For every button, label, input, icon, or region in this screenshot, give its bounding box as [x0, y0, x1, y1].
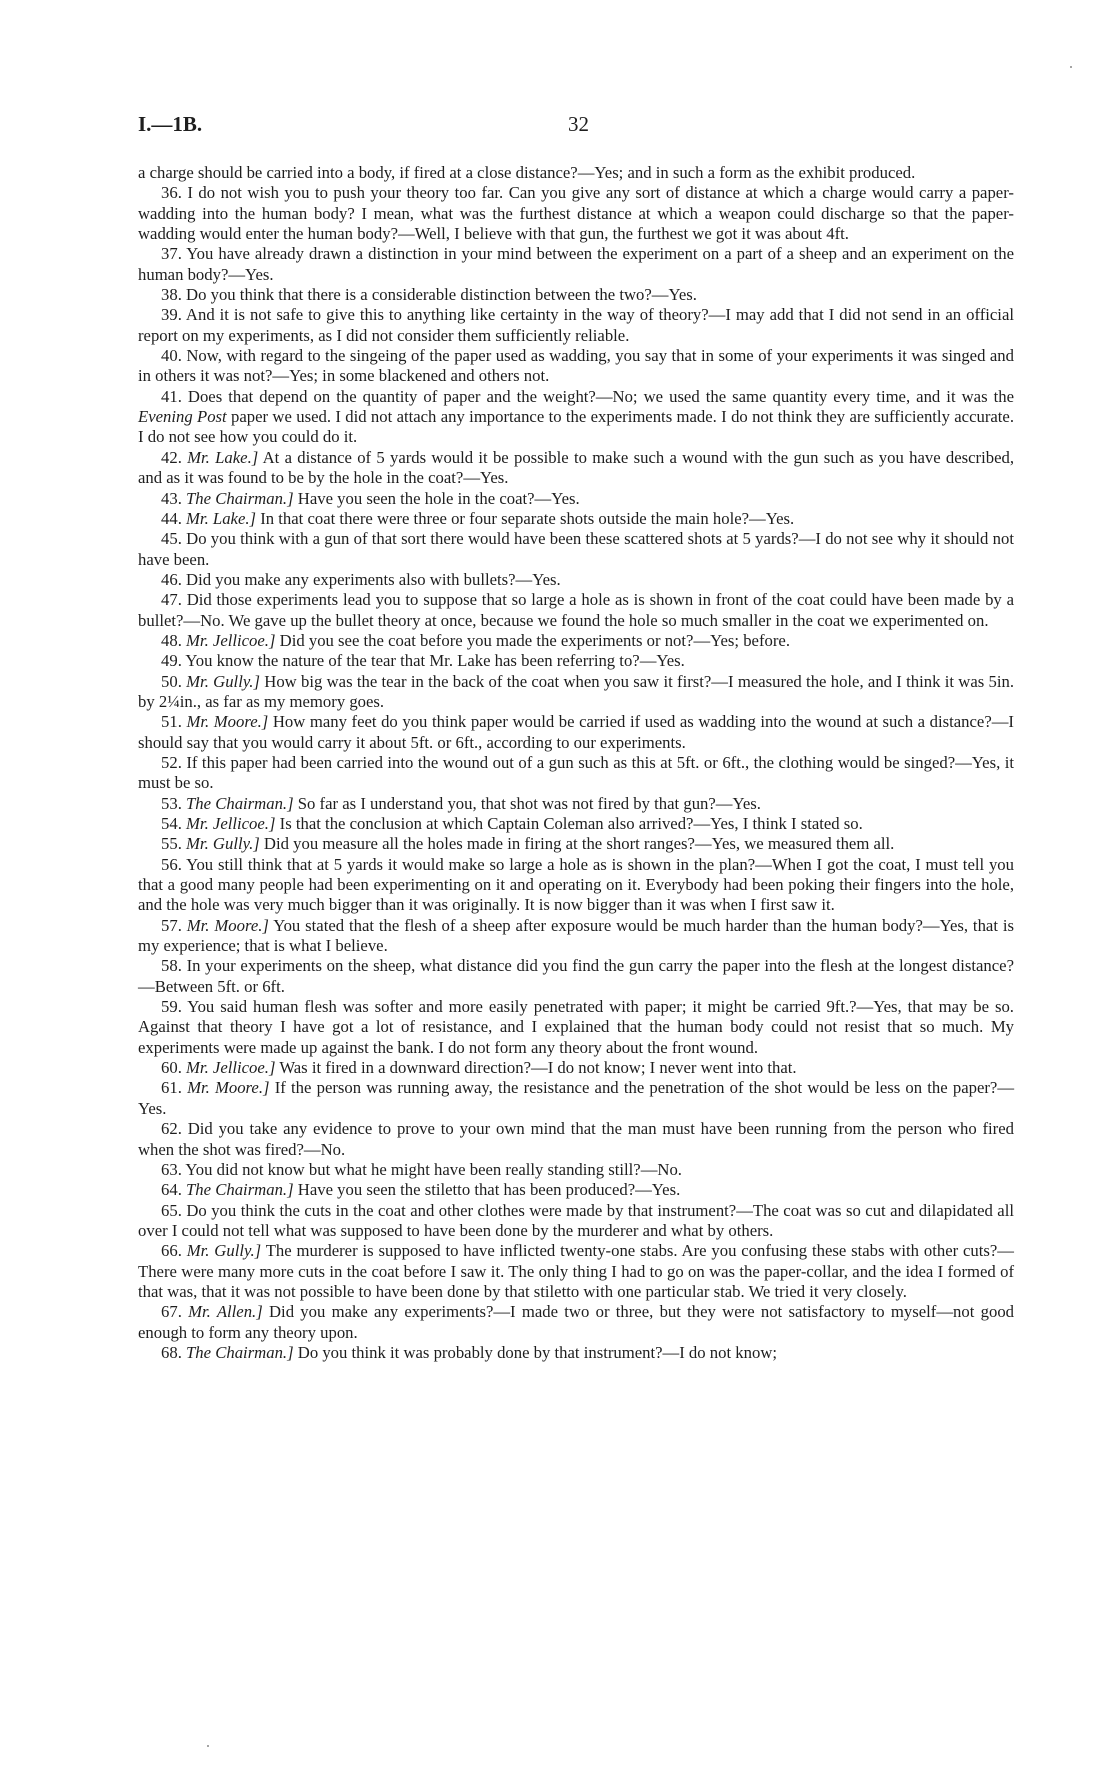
- question-answer-paragraph: [138, 529, 1014, 570]
- question-number: 56.: [161, 854, 182, 874]
- paragraph-text: Have you seen the hole in the coat?—Yes.: [297, 488, 580, 508]
- question-number: 48.: [161, 630, 182, 650]
- question-number: 44.: [161, 508, 182, 528]
- question-answer-paragraph: [138, 672, 1014, 713]
- speaker-name: Mr. Moore.]: [187, 1078, 270, 1098]
- question-answer-paragraph: [138, 794, 1014, 814]
- question-answer-paragraph: [138, 1201, 1014, 1242]
- question-number: 46.: [161, 569, 182, 589]
- question-answer-paragraph: [138, 1160, 1014, 1180]
- paragraph-text: Is that the conclusion at which Captain Coleman also arrived?—Yes, I think I stated so.: [279, 814, 863, 833]
- question-answer-paragraph: [138, 997, 1014, 1058]
- question-number: 37.: [161, 244, 182, 264]
- speaker-name: The Chairman.]: [186, 488, 294, 508]
- question-answer-paragraph: [138, 448, 1014, 489]
- question-answer-paragraph: [138, 956, 1014, 997]
- paragraph-text: If the person was running away, the resistance and the penetration of the shot would be less on the paper?—Yes.: [138, 1078, 1015, 1118]
- paragraph-text: a charge should be carried into a body, if fired at a close distance?—Yes; and in such a form as the exhibit produced.: [138, 163, 916, 182]
- paragraph-text: In your experiments on the sheep, what distance did you find the gun carry the paper into the flesh at the longest distance?—Between 5ft. or 6ft.: [138, 956, 1015, 996]
- question-answer-paragraph: [138, 855, 1014, 916]
- page-number: 32: [568, 112, 589, 136]
- paragraph-text: You still think that at 5 yards it would make so large a hole as is shown in the plan?—When I got the coat, I must tell you that a good many people had been experimenting on it and operating on it. Everybody had been poking their fingers into the hole, and the hole was very much bigger than it was originally. It is now bigger than it was when I first saw it.: [138, 854, 1014, 915]
- paragraph-text: In that coat there were three or four separate shots outside the main hole?—Yes.: [260, 508, 795, 528]
- question-number: 36.: [161, 183, 182, 203]
- question-number: 49.: [161, 651, 182, 671]
- paragraph-text: You know the nature of the tear that Mr. Lake has been referring to?—Yes.: [185, 651, 685, 671]
- question-number: 52.: [161, 752, 182, 772]
- question-answer-paragraph: [138, 1343, 1014, 1363]
- paragraph-text: Do you think it was probably done by that instrument?—I do not know;: [297, 1342, 778, 1362]
- question-number: 50.: [161, 671, 182, 691]
- paragraph-text: You said human flesh was softer and more easily penetrated with paper; it might be carried 9ft.?—Yes, that may be so. Against that theory I have got a lot of resistance, and I explained that the human body could not resist that so much. My experiments were made up against the bank. I do not form any theory about the front wound.: [138, 997, 1014, 1057]
- paragraph-text: You stated that the flesh of a sheep after exposure would be much harder than the human body?—Yes, that is my experience; that is what I believe.: [138, 915, 1014, 956]
- question-number: 41.: [161, 386, 182, 406]
- speaker-name: Mr. Gully.]: [186, 671, 260, 691]
- question-answer-paragraph: [138, 753, 1014, 794]
- paragraph-text: How big was the tear in the back of the coat when you saw it first?—I measured the hole, and I think it was 5in. by 2¼in., as far as my memory goes.: [138, 671, 1015, 711]
- question-number: 39.: [161, 305, 182, 325]
- question-answer-paragraph: [138, 814, 1014, 834]
- paragraph-text: Does that depend on the quantity of paper and the weight?—No; we used the same quantity every time, and it was the: [187, 386, 1015, 406]
- document-reference: I.—1B.: [138, 112, 203, 136]
- speaker-name: Mr. Gully.]: [186, 834, 260, 854]
- question-answer-paragraph: [138, 712, 1014, 753]
- paragraph-text: paper we used. I did not attach any importance to the experiments made. I do not think they are sufficiently accurate. I do not see how you could do it.: [138, 407, 1014, 447]
- scan-speck: [207, 1745, 209, 1747]
- scan-speck: [1070, 66, 1072, 68]
- paragraph-text: And it is not safe to give this to anything like certainty in the way of theory?—I may add that I did not send in an official report on my experiments, as I did not consider them sufficiently reliable.: [138, 305, 1014, 345]
- speaker-name: The Chairman.]: [186, 793, 294, 813]
- question-answer-paragraph: [138, 346, 1014, 387]
- question-number: 64.: [161, 1180, 182, 1200]
- question-answer-paragraph: [138, 1058, 1014, 1078]
- speaker-name: Mr. Jellicoe.]: [186, 814, 276, 833]
- paragraph-text: How many feet do you think paper would be carried if used as wadding into the wound at such a distance?—I should say that you would carry it about 5ft. or 6ft., according to our experiments.: [138, 712, 1014, 752]
- question-number: 60.: [161, 1058, 182, 1078]
- question-answer-paragraph: [138, 631, 1014, 651]
- question-number: 61.: [161, 1078, 182, 1098]
- speaker-name: The Chairman.]: [186, 1180, 294, 1200]
- paragraph-text: You have already drawn a distinction in your mind between the experiment on a part of a sheep and an experiment on the human body?—Yes.: [138, 244, 1014, 284]
- question-number: 68.: [161, 1342, 182, 1362]
- question-number: 58.: [161, 956, 182, 976]
- question-answer-paragraph: [138, 1119, 1014, 1160]
- question-number: 38.: [161, 285, 182, 305]
- question-answer-paragraph: [138, 590, 1014, 631]
- paragraph-text: Did you see the coat before you made the experiments or not?—Yes; before.: [279, 630, 791, 650]
- question-number: 54.: [161, 814, 182, 833]
- paragraph-text: Have you seen the stiletto that has been produced?—Yes.: [297, 1180, 681, 1200]
- question-number: 40.: [161, 346, 182, 366]
- question-number: 45.: [161, 529, 182, 549]
- question-number: 62.: [161, 1119, 182, 1139]
- question-answer-paragraph: [138, 1180, 1014, 1200]
- paragraph-text: Do you think that there is a considerable distinction between the two?—Yes.: [186, 285, 697, 305]
- question-answer-paragraph: [138, 651, 1014, 671]
- speaker-name: Mr. Gully.]: [186, 1241, 262, 1261]
- paragraph-text: I do not wish you to push your theory too far. Can you give any sort of distance at which a charge would carry a paper-wadding into the human body? I mean, what was the furthest distance at which a weapon could discharge so that the paper-wadding would enter the human body?—Well, I believe with that gun, the furthest we got it was about 4ft.: [138, 183, 1014, 244]
- paragraph-text: If this paper had been carried into the wound out of a gun such as this at 5ft. or 6ft., the clothing would be singed?—Yes, it must be so.: [138, 752, 1014, 793]
- question-number: 43.: [161, 488, 182, 508]
- question-answer-paragraph: [138, 285, 1014, 305]
- paragraph-text: The murderer is supposed to have inflicted twenty-one stabs. Are you confusing these stabs with other cuts?—There were many more cuts in the coat before I saw it. The only thing I had to go on was the paper-collar, and the idea I formed of that was, that it was not possible to have been done by that stiletto with one particular stab. We tried it very closely.: [138, 1241, 1014, 1301]
- paragraph-text: Do you think the cuts in the coat and other clothes were made by that instrument?—The coat was so cut and dilapidated all over I could not tell what was supposed to have been done by the murderer and what by others.: [138, 1200, 1014, 1240]
- question-answer-paragraph: [138, 1241, 1014, 1302]
- question-answer-paragraph: [138, 387, 1014, 448]
- speaker-name: Mr. Lake.]: [187, 447, 259, 467]
- question-number: 63.: [161, 1159, 182, 1179]
- question-number: 67.: [161, 1302, 182, 1322]
- speaker-name: Mr. Jellicoe.]: [186, 1058, 276, 1078]
- question-number: 66.: [161, 1241, 182, 1261]
- speaker-name: Mr. Jellicoe.]: [186, 630, 276, 650]
- speaker-name: The Chairman.]: [186, 1342, 294, 1362]
- speaker-name: Mr. Allen.]: [188, 1302, 263, 1322]
- question-answer-paragraph: [138, 163, 1014, 183]
- question-number: 51.: [161, 712, 182, 732]
- question-number: 65.: [161, 1200, 182, 1220]
- newspaper-title: Evening Post: [138, 407, 227, 427]
- question-answer-paragraph: [138, 244, 1014, 285]
- question-number: 53.: [161, 793, 182, 813]
- paragraph-text: Did you make any experiments?—I made two or three, but they were not satisfactory to myself—not good enough to form any theory upon.: [138, 1302, 1015, 1342]
- question-answer-paragraph: [138, 489, 1014, 509]
- question-answer-paragraph: [138, 1302, 1014, 1343]
- question-number: 55.: [161, 834, 182, 854]
- paragraph-text: Did those experiments lead you to suppose that so large a hole as is shown in front of the coat could have been made by a bullet?—No. We gave up the bullet theory at once, because we found the hole so much smaller in the coat we experimented on.: [138, 590, 1014, 630]
- question-answer-paragraph: [138, 916, 1014, 957]
- question-answer-paragraph: [138, 834, 1014, 854]
- paragraph-text: Do you think with a gun of that sort there would have been these scattered shots at 5 yards?—I do not see why it should not have been.: [138, 529, 1015, 569]
- paragraph-text: Was it fired in a downward direction?—I do not know; I never went into that.: [279, 1058, 797, 1078]
- question-answer-paragraph: [138, 1078, 1014, 1119]
- paragraph-text: So far as I understand you, that shot was not fired by that gun?—Yes.: [297, 793, 761, 813]
- paragraph-text: Did you take any evidence to prove to your own mind that the man must have been running from the person who fired when the shot was fired?—No.: [138, 1119, 1014, 1159]
- question-answer-paragraph: [138, 183, 1014, 244]
- question-number: 59.: [161, 997, 182, 1017]
- paragraph-text: At a distance of 5 yards would it be possible to make such a wound with the gun such as you have described, and as it was found to be by the hole in the coat?—Yes.: [138, 447, 1015, 488]
- paragraph-text: You did not know but what he might have been really standing still?—No.: [185, 1159, 682, 1179]
- question-number: 42.: [161, 447, 182, 467]
- speaker-name: Mr. Moore.]: [186, 712, 269, 732]
- speaker-name: Mr. Lake.]: [186, 508, 257, 528]
- paragraph-text: Now, with regard to the singeing of the paper used as wadding, you say that in some of your experiments it was singed and in others it was not?—Yes; in some blackened and others not.: [138, 346, 1014, 386]
- evidence-transcript: [138, 163, 1014, 1363]
- speaker-name: Mr. Moore.]: [186, 915, 269, 935]
- paragraph-text: Did you make any experiments also with bullets?—Yes.: [186, 569, 561, 589]
- paragraph-text: Did you measure all the holes made in firing at the short ranges?—Yes, we measured them all.: [263, 834, 895, 854]
- question-answer-paragraph: [138, 305, 1014, 346]
- page-header: [138, 112, 1014, 142]
- question-answer-paragraph: [138, 509, 1014, 529]
- question-number: 47.: [161, 590, 182, 610]
- question-answer-paragraph: [138, 570, 1014, 590]
- question-number: 57.: [161, 915, 182, 935]
